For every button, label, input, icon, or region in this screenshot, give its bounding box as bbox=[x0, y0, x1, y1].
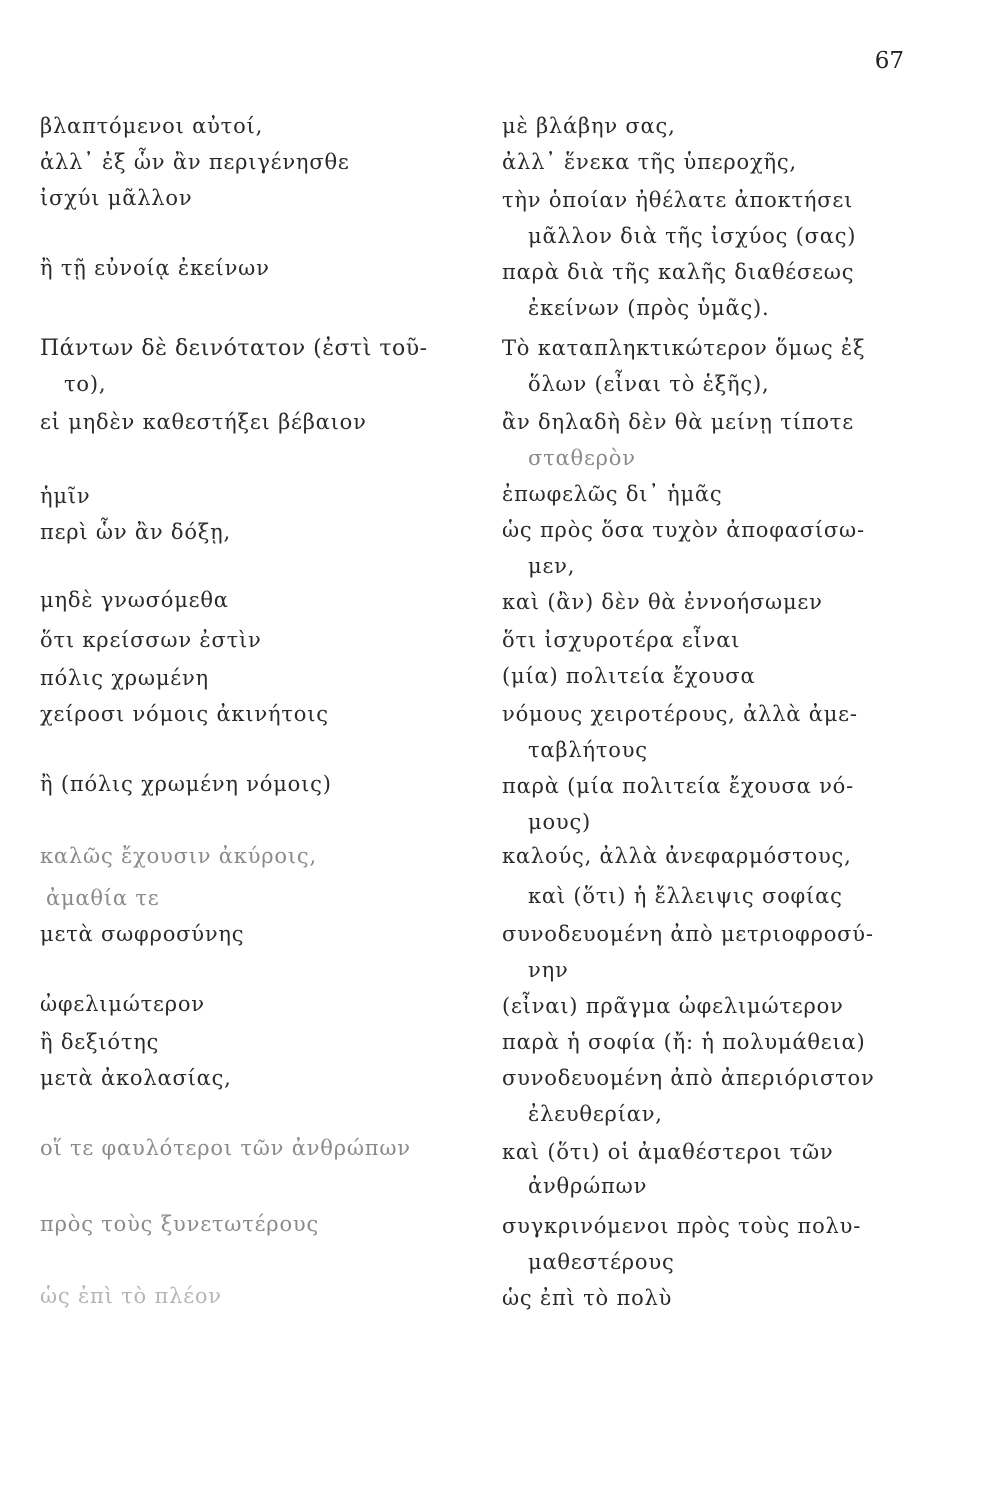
greek-line: βλαπτόμενοι αὐτοί, bbox=[40, 114, 264, 138]
page-number: 67 bbox=[874, 48, 904, 74]
translation-line: ἀλλ᾽ ἕνεκα τῆς ὑπεροχῆς, bbox=[502, 150, 797, 174]
greek-line: χείροσι νόμοις ἀκινήτοις bbox=[40, 702, 329, 726]
greek-line: περὶ ὧν ἂν δόξῃ, bbox=[40, 520, 232, 544]
greek-line: ἰσχύι μᾶλλον bbox=[40, 186, 193, 210]
translation-line: ὡς ἐπὶ τὸ πολὺ bbox=[502, 1286, 673, 1310]
translation-line: ἐλευθερίαν, bbox=[528, 1102, 663, 1126]
translation-line: νην bbox=[528, 958, 569, 982]
greek-line: ὅτι κρείσσων ἐστὶν bbox=[40, 628, 262, 652]
translation-line: (μία) πολιτεία ἔχουσα bbox=[502, 664, 756, 688]
translation-line: συνοδευομένη ἀπὸ ἀπεριόριστον bbox=[502, 1066, 875, 1090]
translation-line: συνοδευομένη ἀπὸ μετριοφροσύ- bbox=[502, 922, 874, 946]
translation-line: καλούς, ἀλλὰ ἀνεφαρμόστους, bbox=[502, 844, 852, 868]
translation-line: Τὸ καταπληκτικώτερον ὅμως ἐξ bbox=[502, 336, 866, 360]
greek-line: πρὸς τοὺς ξυνετωτέρους bbox=[40, 1212, 320, 1236]
translation-line: παρὰ (μία πολιτεία ἔχουσα νό- bbox=[502, 774, 854, 798]
greek-line: το), bbox=[64, 372, 107, 396]
translation-line: τὴν ὁποίαν ἠθέλατε ἀποκτήσει bbox=[502, 188, 854, 212]
greek-line: εἰ μηδὲν καθεστήξει βέβαιον bbox=[40, 410, 367, 434]
translation-line: ἐκείνων (πρὸς ὑμᾶς). bbox=[528, 296, 770, 320]
translation-line: καὶ (ὅτι) οἱ ἀμαθέστεροι τῶν bbox=[502, 1140, 834, 1164]
greek-line: μετὰ ἀκολασίας, bbox=[40, 1066, 232, 1090]
translation-line: συγκρινόμενοι πρὸς τοὺς πολυ- bbox=[502, 1214, 862, 1238]
translation-line: μᾶλλον διὰ τῆς ἰσχύος (σας) bbox=[528, 224, 857, 248]
translation-line: μεν, bbox=[528, 554, 576, 578]
translation-line: καὶ (ἂν) δὲν θὰ ἐννοήσωμεν bbox=[502, 590, 823, 614]
greek-line: ἀλλ᾽ ἐξ ὧν ἂν περιγένησθε bbox=[40, 150, 350, 174]
greek-line: ἀμαθία τε bbox=[46, 886, 160, 910]
greek-line: Πάντων δὲ δεινότατον (ἐστὶ τοῦ- bbox=[40, 336, 428, 361]
translation-line: ἀνθρώπων bbox=[528, 1174, 648, 1198]
greek-line: ὠφελιμώτερον bbox=[40, 992, 205, 1016]
translation-line: νόμους χειροτέρους, ἀλλὰ ἀμε- bbox=[502, 702, 858, 726]
greek-line: καλῶς ἔχουσιν ἀκύροις, bbox=[40, 844, 317, 868]
greek-line: μηδὲ γνωσόμεθα bbox=[40, 588, 229, 612]
greek-line: ἢ (πόλις χρωμένη νόμοις) bbox=[40, 772, 332, 796]
translation-line: ὡς πρὸς ὅσα τυχὸν ἀποφασίσω- bbox=[502, 518, 865, 542]
greek-line: ἢ τῇ εὐνοίᾳ ἐκείνων bbox=[40, 256, 270, 280]
translation-line: παρὰ διὰ τῆς καλῆς διαθέσεως bbox=[502, 260, 855, 284]
translation-line: ὅτι ἰσχυροτέρα εἶναι bbox=[502, 628, 741, 652]
greek-line: ἡμῖν bbox=[40, 484, 91, 508]
greek-line: πόλις χρωμένη bbox=[40, 666, 209, 690]
translation-line: μαθεστέρους bbox=[528, 1250, 675, 1274]
translation-line: ἐπωφελῶς δι᾽ ἡμᾶς bbox=[502, 482, 723, 506]
greek-line: μετὰ σωφροσύνης bbox=[40, 922, 245, 946]
translation-line: καὶ (ὅτι) ἡ ἔλλειψις σοφίας bbox=[528, 884, 843, 908]
translation-line: (εἶναι) πρᾶγμα ὠφελιμώτερον bbox=[502, 994, 844, 1018]
translation-line: ταβλήτους bbox=[528, 738, 648, 762]
translation-line: μους) bbox=[528, 810, 592, 834]
translation-line: ἂν δηλαδὴ δὲν θὰ μείνῃ τίποτε bbox=[502, 410, 854, 434]
translation-line: μὲ βλάβην σας, bbox=[502, 114, 676, 138]
greek-line: οἵ τε φαυλότεροι τῶν ἀνθρώπων bbox=[40, 1136, 411, 1160]
greek-line: ἢ δεξιότης bbox=[40, 1030, 160, 1054]
translation-line: παρὰ ἡ σοφία (ἤ: ἡ πολυμάθεια) bbox=[502, 1030, 866, 1054]
translation-line: σταθερὸν bbox=[528, 446, 636, 470]
greek-line: ὡς ἐπὶ τὸ πλέον bbox=[40, 1284, 222, 1308]
translation-line: ὅλων (εἶναι τὸ ἑξῆς), bbox=[528, 372, 770, 396]
